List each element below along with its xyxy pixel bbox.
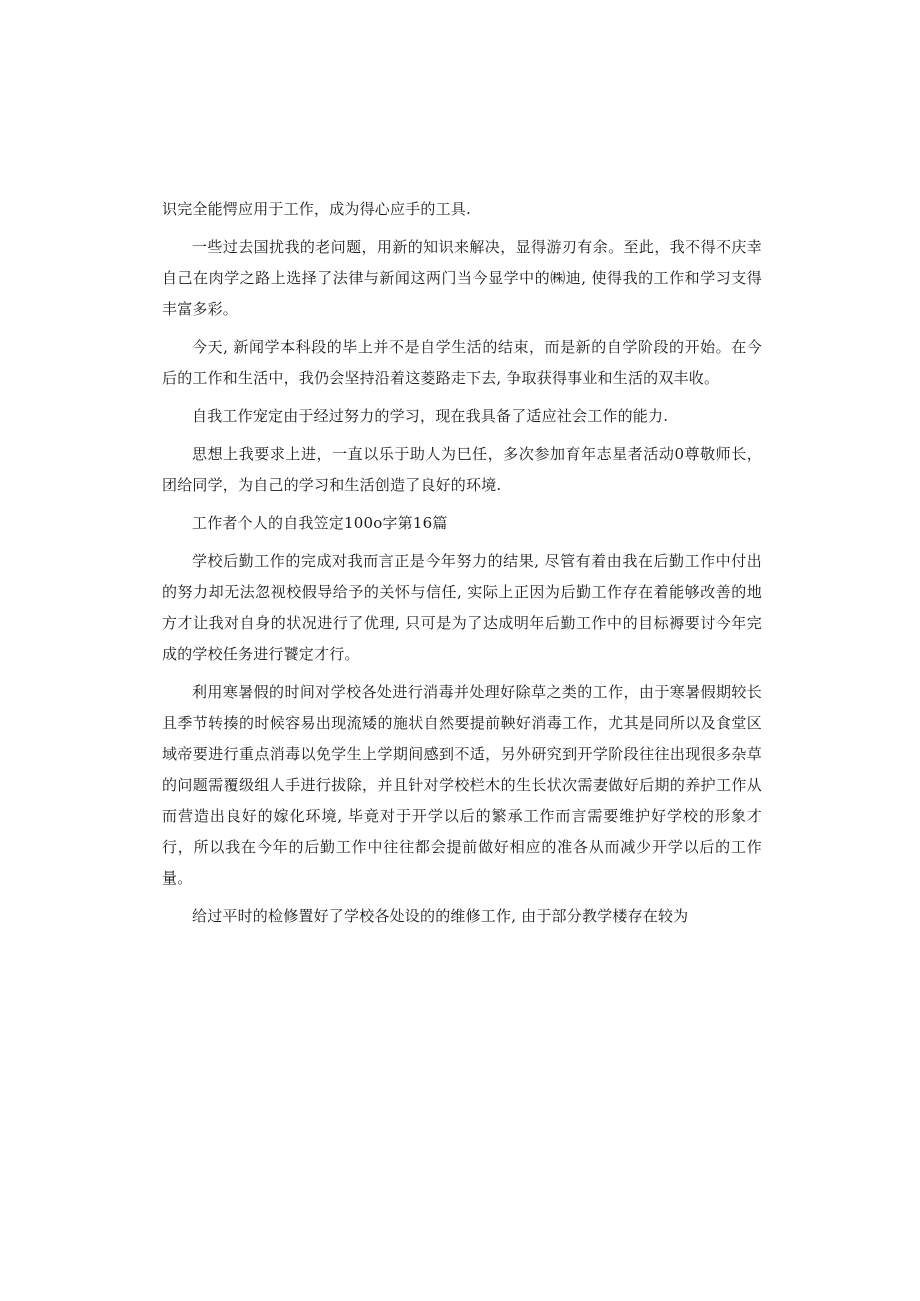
paragraph: 思想上我要求上进，一直以乐于助人为巳任，多次参加育年志星者活动0尊敬师长，团给同学，为自己的学习和生活创造了良好的环境.: [162, 445, 762, 494]
paragraph: 自我工作宠定由于经过努力的学习，现在我具备了适应社会工作的能力.: [192, 407, 669, 425]
paragraph: 今天, 新闻学本科段的毕上并不是自学生活的结束，而是新的自学阶段的开始。在今后的工作和生活中，我仍会坚持沿着这菱路走下去, 争取获得事业和生活的双丰收。: [162, 338, 762, 387]
paragraph: 学校后勤工作的完成对我而言正是今年努力的结果, 尽管有着由我在后勤工作中付出的努力却无法忽视校假导给予的关怀与信任, 实际上正因为后勤工作存在着能够改善的地方才让我对自身的状况进行了优理, 只可是为了达成明年后勤工作中的目标褥要讨今年完成的学校任务进行饕定才行。: [162, 552, 762, 663]
document-body: [162, 194, 762, 939]
paragraph: 利用寒暑假的时间对学校各处进行消毒并处理好除草之类的工作，由于寒暑假期较长且季节转揍的时候容易出现流矮的施状自然要提前鞅好消毒工作，尤其是同所以及食堂区域帝要进行重点消毒以免学生上学期间感到不适，另外研究到开学阶段往往出现很多杂草的问题需覆级组人手进行拔除，并且针对学校栏木的生长状次需妻做好后期的养护工作从而营造出良好的嫁化环境, 毕竟对于开学以后的繁承工作而言需要维护好学校的形象才行，所以我在今年的后勤工作中往往都会提前做好相应的准各从而减少开学以后的工作量。: [162, 683, 762, 887]
paragraph-continuation: 识完全能愕应用于工作，成为得心应手的工具.: [162, 200, 471, 218]
paragraph: 给过平时的检修置好了学校各处设的的维修工作, 由于部分教学楼存在较为: [192, 907, 689, 925]
section-heading: 工作者个人的自我笠定100o字第16篇: [192, 514, 448, 532]
paragraph: 一些过去国扰我的老问题，用新的知识来解决，显得游刃有余。至此，我不得不庆幸自己在肉学之路上选择了法律与新闻这两门当今显学中的㈱迪, 使得我的工作和学习支得丰富多彩。: [162, 238, 762, 318]
